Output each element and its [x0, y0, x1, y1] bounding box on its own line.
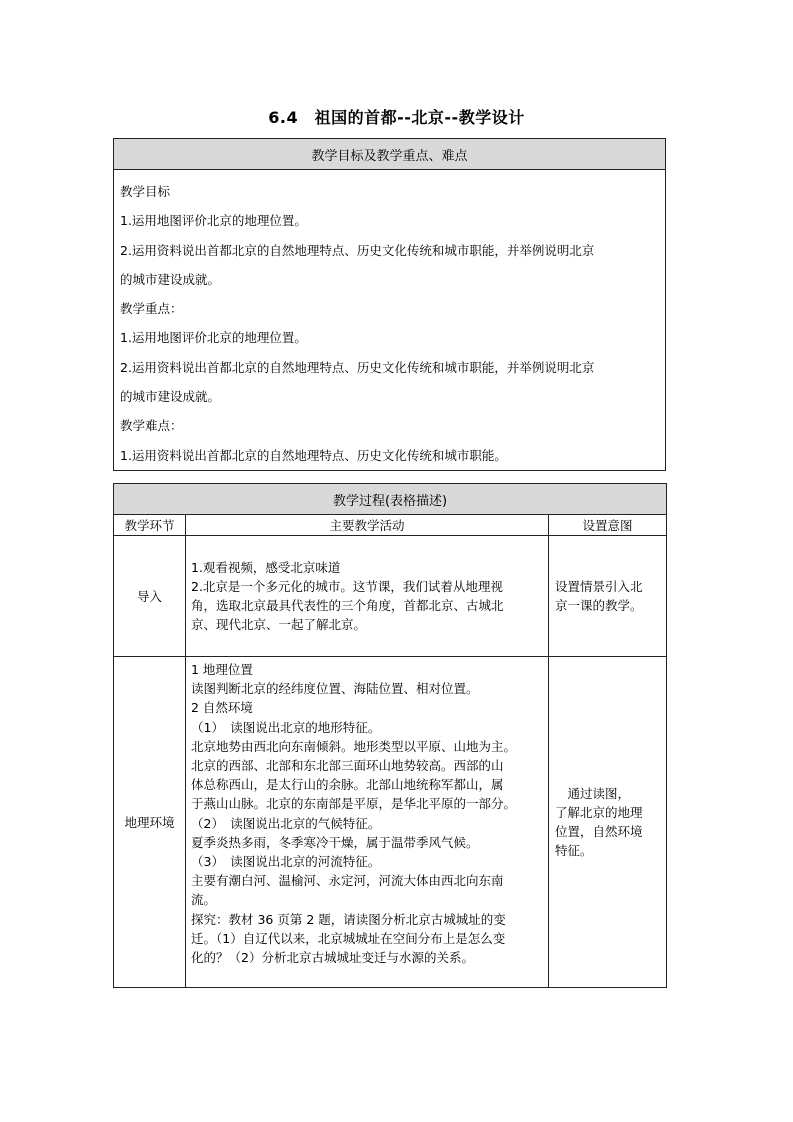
- activities-cell: [186, 536, 549, 657]
- activity-line: 探究：教材 36 页第 2 题，请读图分析北京古城城址的变: [191, 911, 506, 927]
- goals-line: 1.运用地图评价北京的地理位置。: [120, 330, 307, 346]
- activity-line: 京、现代北京、一起了解北京。: [191, 617, 367, 633]
- activities-cell: [186, 657, 549, 988]
- purpose-cell: [549, 657, 667, 988]
- stage-cell: 地理环境: [114, 657, 186, 988]
- purpose-line: 特征。: [555, 843, 593, 858]
- table-row: [114, 657, 667, 988]
- activity-line: 夏季炎热多雨，冬季寒冷干燥，属于温带季风气候。: [191, 834, 479, 850]
- column-header: 主要教学活动: [186, 515, 549, 536]
- activity-line: 于燕山山脉。北京的东南部是平原，是华北平原的一部分。: [191, 796, 517, 812]
- activity-line: 1 地理位置: [191, 662, 253, 677]
- stage-cell: 导入: [114, 536, 186, 657]
- activity-line: （2） 读图说出北京的气候特征。: [191, 815, 381, 831]
- goals-line: 教学重点：: [120, 301, 183, 317]
- activity-line: 2 自然环境: [191, 700, 253, 716]
- activity-line: 化的？（2）分析北京古城城址变迁与水源的关系。: [191, 950, 474, 966]
- purpose-line: 京一课的教学。: [555, 598, 643, 613]
- goals-line: 1.运用地图评价北京的地理位置。: [120, 213, 307, 229]
- activity-line: （3） 读图说出北京的河流特征。: [191, 854, 381, 870]
- activity-line: 1.观看视频，感受北京味道: [191, 559, 341, 575]
- activity-line: 主要有潮白河、温榆河、永定河，河流大体由西北向东南: [191, 873, 504, 889]
- goals-line: 教学难点：: [120, 418, 183, 434]
- purpose-line: 了解北京的地理: [555, 805, 643, 820]
- activity-line: 北京的西部、北部和东北部三面环山地势较高。西部的山: [191, 758, 504, 774]
- goals-line: 1.运用资料说出首都北京的自然地理特点、历史文化传统和城市职能。: [120, 447, 507, 463]
- table-row: [114, 536, 667, 657]
- purpose-line: 通过读图，: [555, 786, 631, 801]
- process-table-header: 教学过程(表格描述): [114, 484, 667, 515]
- goals-line: 2.运用资料说出首都北京的自然地理特点、历史文化传统和城市职能，并举例说明北京: [120, 359, 595, 375]
- goals-line: 的城市建设成就。: [120, 389, 221, 405]
- purpose-line: 设置情景引入北: [555, 579, 643, 594]
- goals-table-header: 教学目标及教学重点、难点: [114, 139, 666, 170]
- activity-line: 北京地势由西北向东南倾斜。地形类型以平原、山地为主。: [191, 738, 517, 754]
- goals-line: 2.运用资料说出首都北京的自然地理特点、历史文化传统和城市职能，并举例说明北京: [120, 242, 595, 258]
- activity-line: 迁。（1）自辽代以来，北京城城址在空间分布上是怎么变: [191, 930, 506, 946]
- purpose-line: 位置，自然环境: [555, 824, 643, 839]
- purpose-cell: [549, 536, 667, 657]
- activity-line: 读图判断北京的经纬度位置、海陆位置、相对位置。: [191, 681, 479, 697]
- column-header: 设置意图: [549, 515, 667, 536]
- page-title: 6.4 祖国的首都--北京--教学设计: [268, 108, 525, 127]
- process-table: [113, 483, 667, 988]
- activity-line: 角，选取北京最具代表性的三个角度，首都北京、古城北: [191, 598, 504, 613]
- goals-table: [113, 138, 666, 471]
- activity-line: （1） 读图说出北京的地形特征。: [191, 719, 381, 735]
- goals-line: 教学目标: [120, 184, 171, 199]
- column-header: 教学环节: [114, 515, 186, 536]
- activity-line: 体总称西山，是太行山的余脉。北部山地统称军都山，属: [191, 777, 504, 793]
- goals-line: 的城市建设成就。: [120, 271, 221, 287]
- activity-line: 2.北京是一个多元化的城市。这节课，我们试着从地理视: [191, 578, 503, 594]
- activity-line: 流。: [191, 892, 217, 908]
- goals-table-body: [114, 170, 666, 471]
